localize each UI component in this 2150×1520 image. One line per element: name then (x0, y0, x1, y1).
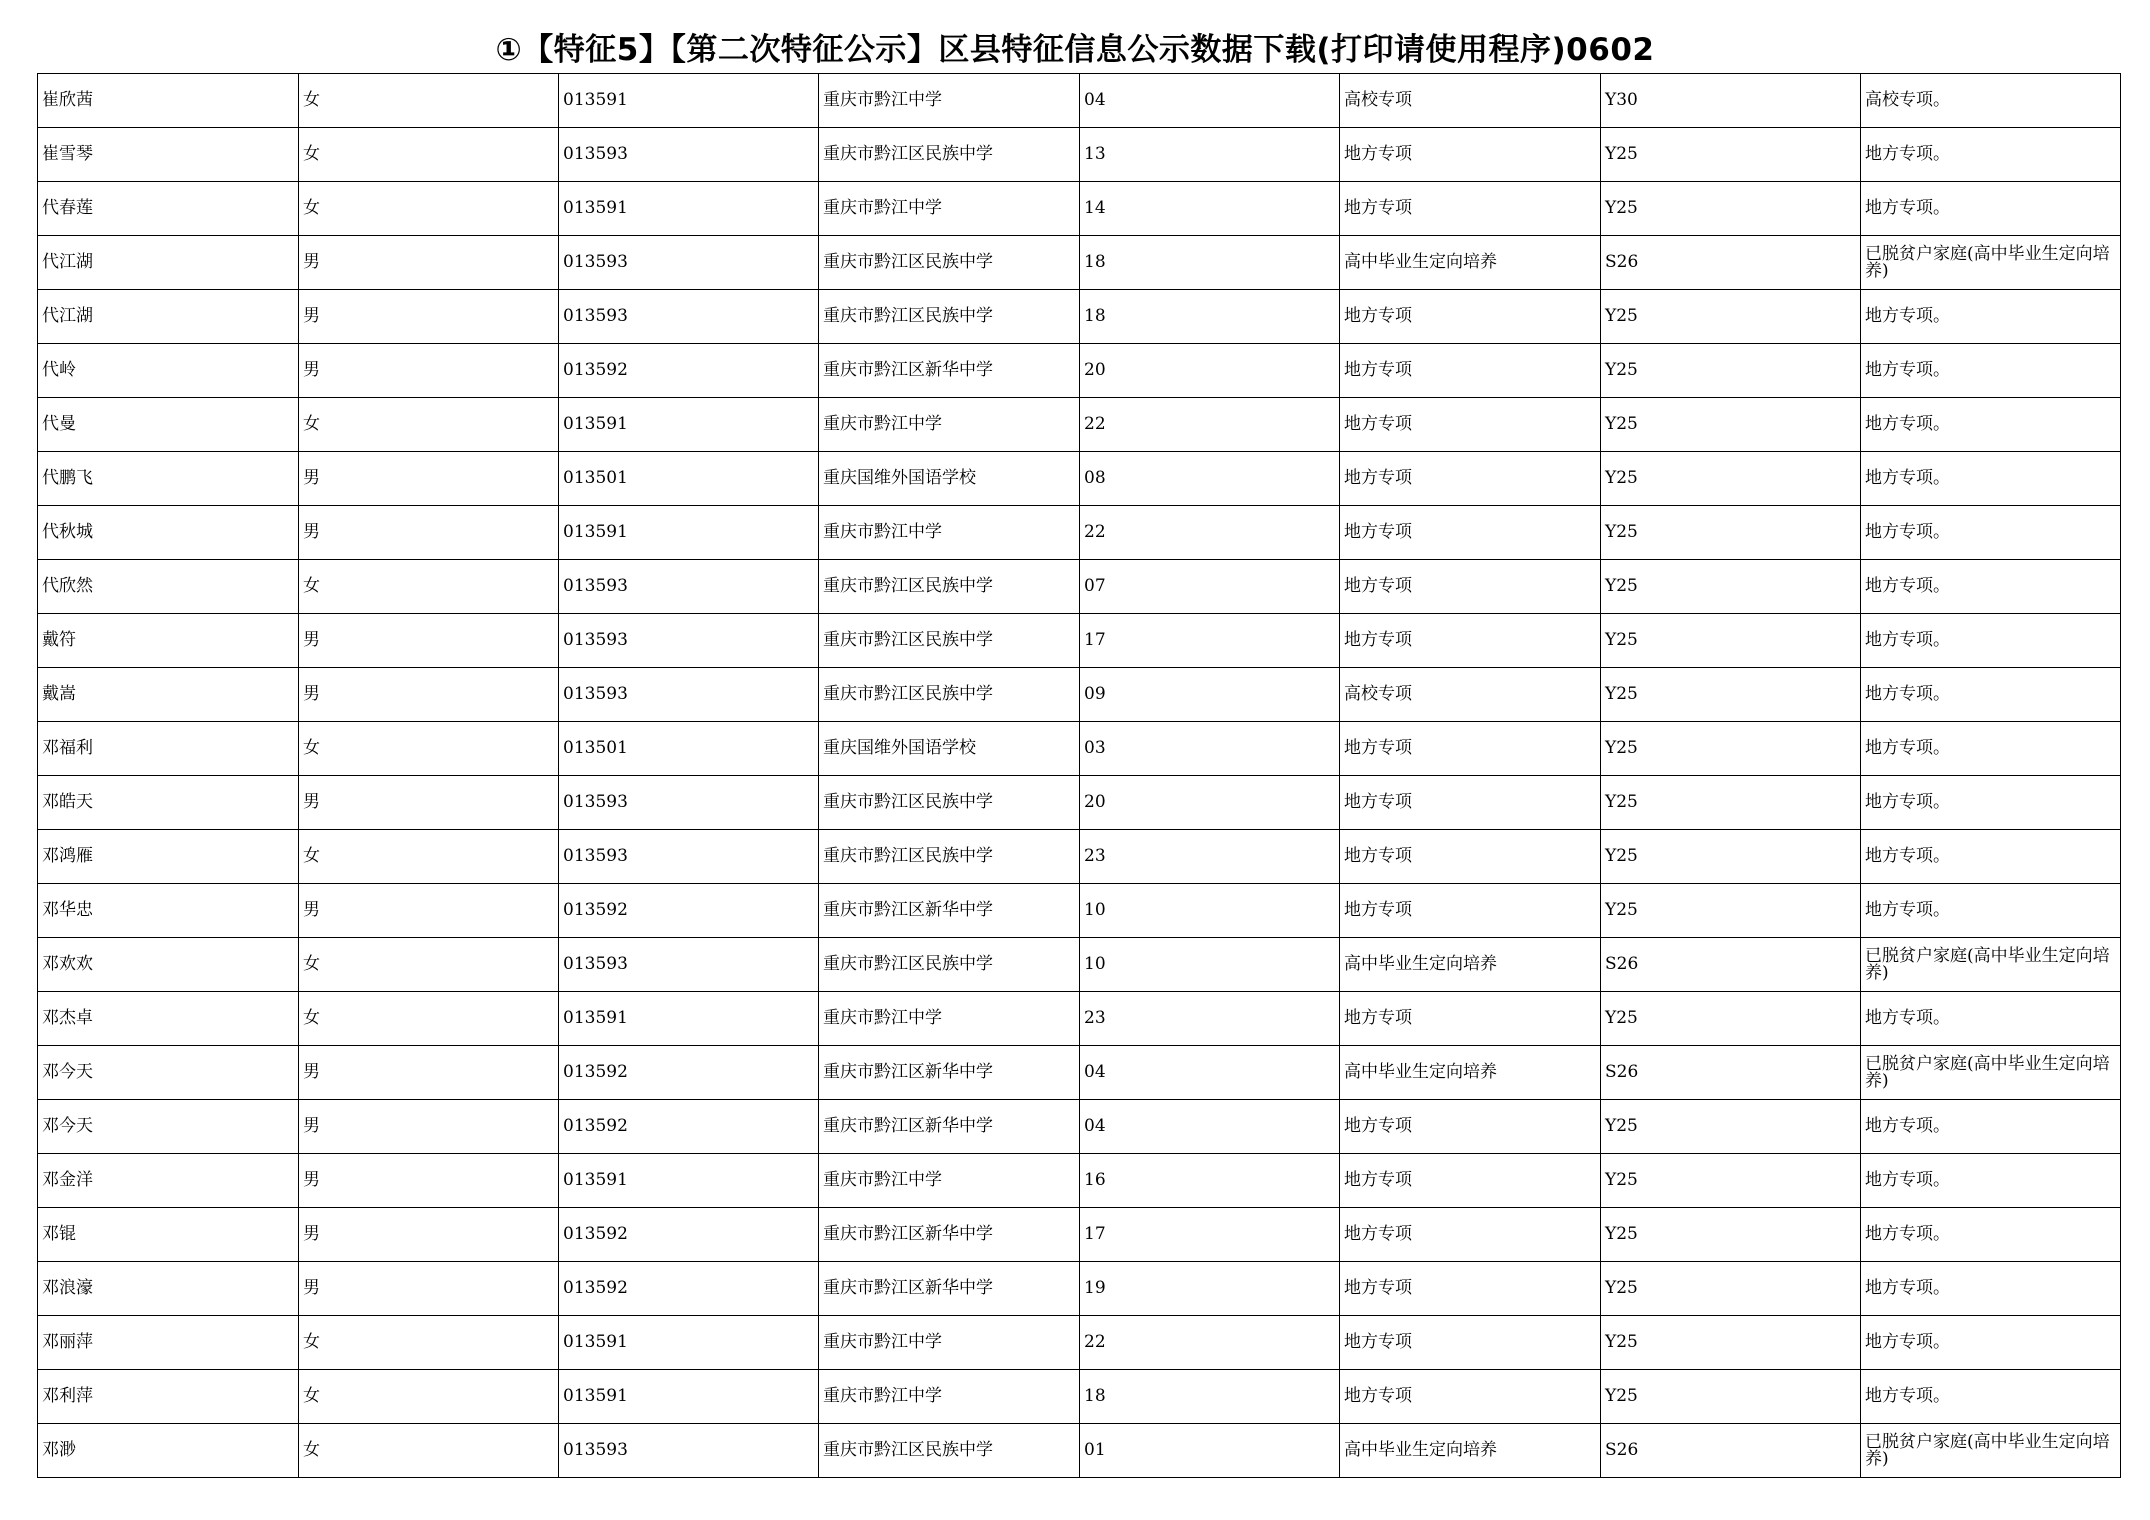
name-cell: 邓皓天 (38, 776, 299, 830)
name-cell: 戴嵩 (38, 668, 299, 722)
school-code-cell: 013593 (559, 560, 819, 614)
school-code-cell: 013593 (559, 236, 819, 290)
table-row (38, 560, 2121, 614)
code-cell: Y25 (1601, 1208, 1861, 1262)
name-cell: 代欣然 (38, 560, 299, 614)
school-name-cell: 重庆市黔江区民族中学 (819, 128, 1080, 182)
school-name-cell: 重庆市黔江中学 (819, 1316, 1080, 1370)
table-body (38, 74, 2121, 1478)
name-cell: 代曼 (38, 398, 299, 452)
school-code-cell: 013593 (559, 290, 819, 344)
category-cell: 地方专项 (1340, 1208, 1601, 1262)
remark-cell: 地方专项。 (1861, 1208, 2121, 1262)
code-cell: Y25 (1601, 830, 1861, 884)
remark-cell: 地方专项。 (1861, 182, 2121, 236)
class-cell: 23 (1080, 992, 1340, 1046)
name-cell: 邓丽萍 (38, 1316, 299, 1370)
school-name-cell: 重庆国维外国语学校 (819, 452, 1080, 506)
gender-cell: 女 (299, 1370, 559, 1424)
name-cell: 邓金洋 (38, 1154, 299, 1208)
table-row (38, 1370, 2121, 1424)
school-name-cell: 重庆市黔江区新华中学 (819, 344, 1080, 398)
school-name-cell: 重庆市黔江中学 (819, 182, 1080, 236)
gender-cell: 男 (299, 452, 559, 506)
gender-cell: 男 (299, 1208, 559, 1262)
name-cell: 邓杰卓 (38, 992, 299, 1046)
table-row (38, 1154, 2121, 1208)
class-cell: 13 (1080, 128, 1340, 182)
school-code-cell: 013592 (559, 1208, 819, 1262)
class-cell: 18 (1080, 290, 1340, 344)
remark-cell: 地方专项。 (1861, 1370, 2121, 1424)
remark-cell: 地方专项。 (1861, 344, 2121, 398)
school-name-cell: 重庆市黔江中学 (819, 1154, 1080, 1208)
category-cell: 地方专项 (1340, 452, 1601, 506)
class-cell: 09 (1080, 668, 1340, 722)
class-cell: 18 (1080, 1370, 1340, 1424)
category-cell: 地方专项 (1340, 1370, 1601, 1424)
code-cell: Y25 (1601, 722, 1861, 776)
category-cell: 地方专项 (1340, 1316, 1601, 1370)
remark-cell: 已脱贫户家庭(高中毕业生定向培养) (1861, 1046, 2121, 1100)
class-cell: 22 (1080, 1316, 1340, 1370)
code-cell: Y25 (1601, 992, 1861, 1046)
table-row (38, 1208, 2121, 1262)
school-code-cell: 013592 (559, 884, 819, 938)
category-cell: 地方专项 (1340, 776, 1601, 830)
gender-cell: 男 (299, 236, 559, 290)
category-cell: 地方专项 (1340, 506, 1601, 560)
table-row (38, 506, 2121, 560)
gender-cell: 男 (299, 614, 559, 668)
school-name-cell: 重庆市黔江区新华中学 (819, 1046, 1080, 1100)
code-cell: Y25 (1601, 560, 1861, 614)
table-row (38, 722, 2121, 776)
table-row (38, 128, 2121, 182)
name-cell: 代秋城 (38, 506, 299, 560)
class-cell: 07 (1080, 560, 1340, 614)
class-cell: 08 (1080, 452, 1340, 506)
code-cell: Y25 (1601, 614, 1861, 668)
code-cell: Y25 (1601, 1154, 1861, 1208)
school-name-cell: 重庆市黔江区民族中学 (819, 830, 1080, 884)
category-cell: 高中毕业生定向培养 (1340, 938, 1601, 992)
school-name-cell: 重庆市黔江区民族中学 (819, 614, 1080, 668)
school-name-cell: 重庆市黔江区新华中学 (819, 1262, 1080, 1316)
name-cell: 邓浪濠 (38, 1262, 299, 1316)
category-cell: 地方专项 (1340, 290, 1601, 344)
school-code-cell: 013591 (559, 992, 819, 1046)
name-cell: 邓渺 (38, 1424, 299, 1478)
category-cell: 高校专项 (1340, 74, 1601, 128)
remark-cell: 地方专项。 (1861, 1154, 2121, 1208)
school-code-cell: 013591 (559, 506, 819, 560)
class-cell: 01 (1080, 1424, 1340, 1478)
school-code-cell: 013593 (559, 614, 819, 668)
gender-cell: 女 (299, 830, 559, 884)
gender-cell: 男 (299, 290, 559, 344)
remark-cell: 地方专项。 (1861, 884, 2121, 938)
category-cell: 地方专项 (1340, 182, 1601, 236)
school-name-cell: 重庆市黔江中学 (819, 74, 1080, 128)
school-code-cell: 013593 (559, 668, 819, 722)
remark-cell: 地方专项。 (1861, 1100, 2121, 1154)
remark-cell: 地方专项。 (1861, 398, 2121, 452)
table-row (38, 236, 2121, 290)
school-name-cell: 重庆市黔江区民族中学 (819, 1424, 1080, 1478)
remark-cell: 地方专项。 (1861, 506, 2121, 560)
school-name-cell: 重庆市黔江中学 (819, 506, 1080, 560)
name-cell: 邓福利 (38, 722, 299, 776)
gender-cell: 男 (299, 668, 559, 722)
class-cell: 22 (1080, 398, 1340, 452)
class-cell: 17 (1080, 614, 1340, 668)
remark-cell: 地方专项。 (1861, 668, 2121, 722)
name-cell: 邓欢欢 (38, 938, 299, 992)
table-row (38, 290, 2121, 344)
school-name-cell: 重庆市黔江区新华中学 (819, 1208, 1080, 1262)
class-cell: 04 (1080, 74, 1340, 128)
remark-cell: 高校专项。 (1861, 74, 2121, 128)
code-cell: Y25 (1601, 452, 1861, 506)
code-cell: Y25 (1601, 1370, 1861, 1424)
school-code-cell: 013592 (559, 1100, 819, 1154)
school-code-cell: 013591 (559, 74, 819, 128)
school-code-cell: 013593 (559, 776, 819, 830)
name-cell: 代江湖 (38, 290, 299, 344)
table-row (38, 344, 2121, 398)
gender-cell: 男 (299, 1154, 559, 1208)
table-row (38, 884, 2121, 938)
name-cell: 戴符 (38, 614, 299, 668)
name-cell: 邓利萍 (38, 1370, 299, 1424)
class-cell: 22 (1080, 506, 1340, 560)
gender-cell: 男 (299, 1046, 559, 1100)
code-cell: Y25 (1601, 668, 1861, 722)
school-name-cell: 重庆市黔江中学 (819, 992, 1080, 1046)
category-cell: 地方专项 (1340, 884, 1601, 938)
school-code-cell: 013591 (559, 1316, 819, 1370)
gender-cell: 女 (299, 128, 559, 182)
class-cell: 18 (1080, 236, 1340, 290)
remark-cell: 已脱贫户家庭(高中毕业生定向培养) (1861, 1424, 2121, 1478)
category-cell: 地方专项 (1340, 614, 1601, 668)
code-cell: S26 (1601, 236, 1861, 290)
gender-cell: 男 (299, 884, 559, 938)
gender-cell: 男 (299, 776, 559, 830)
code-cell: S26 (1601, 1424, 1861, 1478)
school-name-cell: 重庆市黔江区民族中学 (819, 236, 1080, 290)
remark-cell: 地方专项。 (1861, 128, 2121, 182)
table-row (38, 74, 2121, 128)
code-cell: Y25 (1601, 1316, 1861, 1370)
name-cell: 代鹏飞 (38, 452, 299, 506)
category-cell: 高中毕业生定向培养 (1340, 1424, 1601, 1478)
school-code-cell: 013593 (559, 830, 819, 884)
table-row (38, 1046, 2121, 1100)
code-cell: Y25 (1601, 128, 1861, 182)
name-cell: 代江湖 (38, 236, 299, 290)
class-cell: 16 (1080, 1154, 1340, 1208)
class-cell: 10 (1080, 884, 1340, 938)
gender-cell: 男 (299, 1262, 559, 1316)
table-row (38, 668, 2121, 722)
remark-cell: 地方专项。 (1861, 1316, 2121, 1370)
class-cell: 04 (1080, 1046, 1340, 1100)
table-row (38, 938, 2121, 992)
category-cell: 高校专项 (1340, 668, 1601, 722)
school-name-cell: 重庆市黔江区民族中学 (819, 668, 1080, 722)
remark-cell: 地方专项。 (1861, 722, 2121, 776)
category-cell: 地方专项 (1340, 1154, 1601, 1208)
school-name-cell: 重庆国维外国语学校 (819, 722, 1080, 776)
code-cell: Y25 (1601, 1262, 1861, 1316)
school-code-cell: 013501 (559, 722, 819, 776)
category-cell: 高中毕业生定向培养 (1340, 1046, 1601, 1100)
code-cell: S26 (1601, 1046, 1861, 1100)
class-cell: 04 (1080, 1100, 1340, 1154)
code-cell: Y25 (1601, 884, 1861, 938)
school-name-cell: 重庆市黔江区民族中学 (819, 776, 1080, 830)
category-cell: 地方专项 (1340, 1262, 1601, 1316)
table-row (38, 992, 2121, 1046)
table-row (38, 1316, 2121, 1370)
gender-cell: 男 (299, 506, 559, 560)
remark-cell: 已脱贫户家庭(高中毕业生定向培养) (1861, 236, 2121, 290)
gender-cell: 女 (299, 398, 559, 452)
school-name-cell: 重庆市黔江中学 (819, 398, 1080, 452)
category-cell: 地方专项 (1340, 560, 1601, 614)
gender-cell: 女 (299, 992, 559, 1046)
code-cell: Y25 (1601, 1100, 1861, 1154)
class-cell: 17 (1080, 1208, 1340, 1262)
class-cell: 14 (1080, 182, 1340, 236)
data-table (37, 73, 2121, 1478)
gender-cell: 女 (299, 722, 559, 776)
remark-cell: 地方专项。 (1861, 560, 2121, 614)
table-row (38, 398, 2121, 452)
school-code-cell: 013593 (559, 938, 819, 992)
name-cell: 邓华忠 (38, 884, 299, 938)
school-name-cell: 重庆市黔江区新华中学 (819, 1100, 1080, 1154)
class-cell: 03 (1080, 722, 1340, 776)
gender-cell: 女 (299, 1424, 559, 1478)
code-cell: Y25 (1601, 182, 1861, 236)
gender-cell: 女 (299, 74, 559, 128)
school-code-cell: 013592 (559, 344, 819, 398)
category-cell: 高中毕业生定向培养 (1340, 236, 1601, 290)
code-cell: Y25 (1601, 344, 1861, 398)
gender-cell: 女 (299, 560, 559, 614)
school-name-cell: 重庆市黔江区民族中学 (819, 938, 1080, 992)
table-row (38, 1424, 2121, 1478)
name-cell: 邓今天 (38, 1046, 299, 1100)
school-name-cell: 重庆市黔江区民族中学 (819, 290, 1080, 344)
table-row (38, 614, 2121, 668)
school-code-cell: 013501 (559, 452, 819, 506)
code-cell: Y25 (1601, 398, 1861, 452)
gender-cell: 男 (299, 1100, 559, 1154)
school-code-cell: 013593 (559, 128, 819, 182)
school-name-cell: 重庆市黔江区民族中学 (819, 560, 1080, 614)
category-cell: 地方专项 (1340, 830, 1601, 884)
class-cell: 20 (1080, 344, 1340, 398)
gender-cell: 女 (299, 182, 559, 236)
code-cell: Y30 (1601, 74, 1861, 128)
remark-cell: 地方专项。 (1861, 1262, 2121, 1316)
gender-cell: 女 (299, 1316, 559, 1370)
school-code-cell: 013593 (559, 1424, 819, 1478)
name-cell: 崔雪琴 (38, 128, 299, 182)
remark-cell: 已脱贫户家庭(高中毕业生定向培养) (1861, 938, 2121, 992)
code-cell: Y25 (1601, 290, 1861, 344)
remark-cell: 地方专项。 (1861, 776, 2121, 830)
category-cell: 地方专项 (1340, 1100, 1601, 1154)
name-cell: 崔欣茜 (38, 74, 299, 128)
table-row (38, 182, 2121, 236)
remark-cell: 地方专项。 (1861, 992, 2121, 1046)
table-row (38, 1262, 2121, 1316)
code-cell: Y25 (1601, 506, 1861, 560)
remark-cell: 地方专项。 (1861, 290, 2121, 344)
school-code-cell: 013591 (559, 1154, 819, 1208)
school-code-cell: 013592 (559, 1046, 819, 1100)
gender-cell: 女 (299, 938, 559, 992)
page-title: ①【特征5】【第二次特征公示】区县特征信息公示数据下载(打印请使用程序)0602 (495, 32, 1655, 68)
school-code-cell: 013591 (559, 398, 819, 452)
code-cell: S26 (1601, 938, 1861, 992)
table-row (38, 776, 2121, 830)
table-row (38, 452, 2121, 506)
name-cell: 邓鸿雁 (38, 830, 299, 884)
class-cell: 23 (1080, 830, 1340, 884)
remark-cell: 地方专项。 (1861, 614, 2121, 668)
name-cell: 邓锟 (38, 1208, 299, 1262)
table-row (38, 1100, 2121, 1154)
class-cell: 10 (1080, 938, 1340, 992)
school-name-cell: 重庆市黔江中学 (819, 1370, 1080, 1424)
remark-cell: 地方专项。 (1861, 830, 2121, 884)
class-cell: 19 (1080, 1262, 1340, 1316)
school-code-cell: 013591 (559, 1370, 819, 1424)
name-cell: 邓今天 (38, 1100, 299, 1154)
category-cell: 地方专项 (1340, 128, 1601, 182)
school-code-cell: 013591 (559, 182, 819, 236)
name-cell: 代岭 (38, 344, 299, 398)
school-code-cell: 013592 (559, 1262, 819, 1316)
name-cell: 代春莲 (38, 182, 299, 236)
code-cell: Y25 (1601, 776, 1861, 830)
category-cell: 地方专项 (1340, 344, 1601, 398)
remark-cell: 地方专项。 (1861, 452, 2121, 506)
school-name-cell: 重庆市黔江区新华中学 (819, 884, 1080, 938)
gender-cell: 男 (299, 344, 559, 398)
category-cell: 地方专项 (1340, 398, 1601, 452)
table-row (38, 830, 2121, 884)
class-cell: 20 (1080, 776, 1340, 830)
category-cell: 地方专项 (1340, 722, 1601, 776)
category-cell: 地方专项 (1340, 992, 1601, 1046)
